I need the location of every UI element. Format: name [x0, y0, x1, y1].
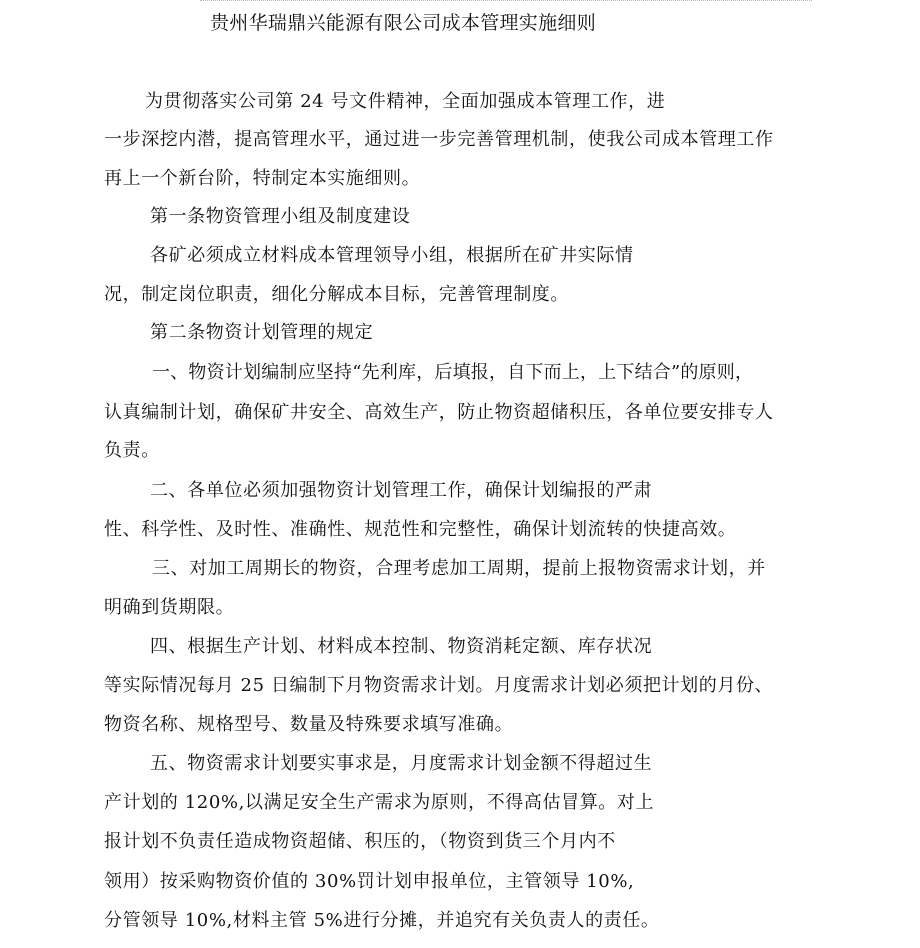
paragraph-line: 认真编制计划，确保矿井安全、高效生产，防止物资超储积压，各单位要安排专人: [104, 402, 774, 423]
paragraph-line: 五、物资需求计划要实事求是，月度需求计划金额不得超过生: [150, 753, 653, 774]
paragraph-line: 领用）按采购物资价值的 30%罚计划申报单位，主管领导 10%,: [104, 871, 635, 892]
paragraph-line: 等实际情况每月 25 日编制下月物资需求计划。月度需求计划必须把计划的月份、: [104, 675, 774, 696]
paragraph-line: 三、对加工周期长的物资，合理考虑加工周期，提前上报物资需求计划，并: [152, 558, 766, 579]
section-heading: 第二条物资计划管理的规定: [150, 322, 374, 343]
paragraph-line: 四、根据生产计划、材料成本控制、物资消耗定额、库存状况: [150, 636, 653, 657]
paragraph-line: 一、物资计划编制应坚持“先利库，后填报，自下而上，上下结合”的原则，: [152, 362, 754, 383]
paragraph-line: 为贯彻落实公司第 24 号文件精神，全面加强成本管理工作，进: [145, 91, 666, 112]
header-rule: [200, 0, 812, 1]
paragraph-line: 二、各单位必须加强物资计划管理工作，确保计划编报的严肃: [150, 480, 653, 501]
paragraph-line: 物资名称、规格型号、数量及特殊要求填写准确。: [104, 714, 514, 735]
document-title: 贵州华瑞鼎兴能源有限公司成本管理实施细则: [210, 12, 597, 34]
paragraph-line: 各矿必须成立材料成本管理领导小组，根据所在矿井实际情: [150, 245, 634, 266]
paragraph-line: 性、科学性、及时性、准确性、规范性和完整性，确保计划流转的快捷高效。: [104, 519, 737, 540]
paragraph-line: 产计划的 120%,以满足安全生产需求为原则，不得高估冒算。对上: [104, 792, 655, 813]
paragraph-line: 一步深挖内潜，提高管理水平，通过进一步完善管理机制，使我公司成本管理工作: [104, 129, 774, 150]
paragraph-line: 分管领导 10%,材料主管 5%进行分摊，并追究有关负责人的责任。: [104, 910, 660, 931]
paragraph-line: 负责。: [104, 440, 160, 461]
paragraph-line: 明确到货期限。: [104, 597, 235, 618]
section-heading: 第一条物资管理小组及制度建设: [150, 206, 411, 227]
paragraph-line: 再上一个新台阶，特制定本实施细则。: [104, 168, 421, 189]
paragraph-line: 报计划不负责任造成物资超储、积压的，（物资到货三个月内不: [104, 831, 616, 852]
paragraph-line: 况，制定岗位职责，细化分解成本目标，完善管理制度。: [104, 284, 569, 305]
